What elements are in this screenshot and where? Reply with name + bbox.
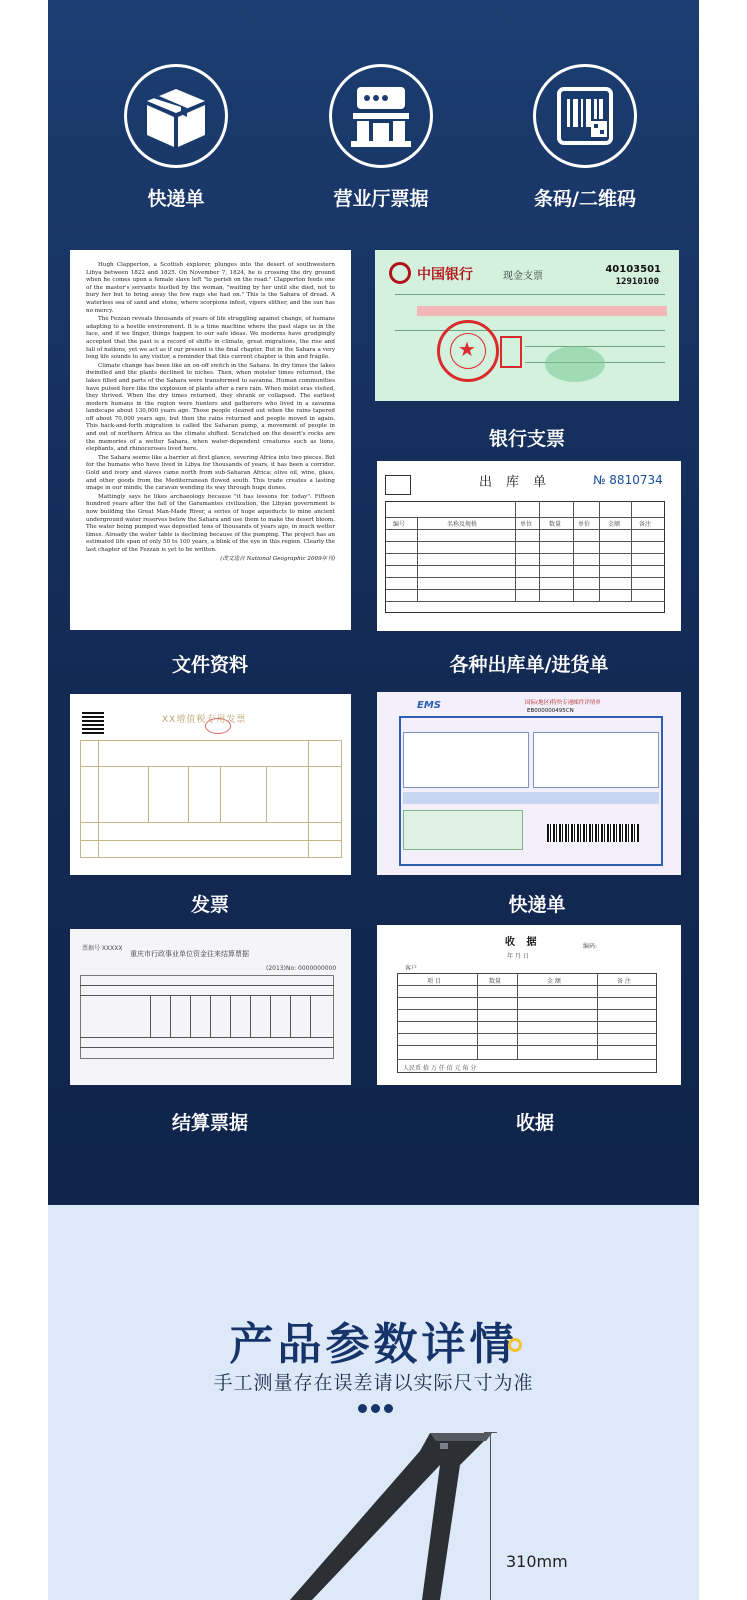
- invoice-thumbnail: [70, 694, 351, 875]
- settlement-number: (2013)No: 0000000000: [266, 965, 337, 972]
- essay-paragraph: Hugh Clapperton, a Scottish explorer, plunges into the desert of southwestern Libya between 1822 and 1825. On November 7, 1824, he is crossing the dry ground when he comes upon a female slave left "to perish on the road." Clapperton feeds one of the master's servants hustled by the woman, "waiting by her until she died, not to bury her but to bring away the few rags she had on." This is the Sahara of dread. A waterless sea of sand and stone, where scorpions infest, vipers slither, and the sun has no mercy.: [86, 262, 335, 314]
- receipt-col-note: 备 注: [617, 978, 631, 985]
- text-document-thumbnail: [70, 250, 351, 630]
- essay-source: (改文选自 National Geographic 2009年刊): [220, 555, 335, 562]
- counter-terminal-icon: [349, 83, 413, 149]
- receipt-col-item: 项 目: [427, 978, 441, 985]
- receipt-rmb-line: 人民币 拾 万 仟 佰 元 角 分: [403, 1065, 477, 1072]
- invoice-qr-code: [82, 712, 104, 734]
- doc-label-text: 文件资料: [171, 654, 248, 676]
- category-barcode-label: 条码/二维码: [534, 188, 636, 210]
- receipt-customer: 客户: [405, 965, 418, 972]
- package-icon-circle: [124, 64, 228, 168]
- warehouse-col-unit: 单位: [520, 521, 533, 528]
- watermark-seal: [545, 346, 605, 382]
- star-icon: ★: [458, 337, 476, 361]
- doc-label-receipt: 收据: [515, 1112, 554, 1134]
- settlement-code: 票据号 XXXXX: [82, 945, 123, 952]
- receipt-col-amount: 金 额: [547, 978, 561, 985]
- red-seal-stamp: [437, 320, 499, 382]
- doc-label-settlement: 结算票据: [171, 1112, 248, 1134]
- bank-logo-icon: [389, 262, 411, 284]
- ems-title: 国际(地区)特快专递邮件详情单: [525, 700, 601, 706]
- warehouse-form-thumbnail: [377, 461, 681, 631]
- receipt-thumbnail: [377, 925, 681, 1085]
- counter-icon-circle: [329, 64, 433, 168]
- settlement-form-thumbnail: [70, 929, 351, 1085]
- barcode-qr-icon: [555, 85, 615, 147]
- category-express-label: 快递单: [147, 188, 205, 210]
- cheque-amount-field: [417, 306, 667, 316]
- invoice-title: XX增值税专用发票: [162, 715, 247, 725]
- height-measurement: 310mm: [506, 1552, 568, 1571]
- doc-label-cheque: 银行支票: [488, 428, 565, 450]
- receipt-col-qty: 数量: [489, 978, 502, 985]
- essay-paragraph: Mattingly says he likes archaeology because "it has lessons for today". Fifteen hundred years after the fall of the Garamantes civilization, the Libyan government is now building the Great Man-Made River, a series of huge aqueducts to mine ancient underground water reserves below the Sahara and use them to make the desert bloom. The water being pumped was deposited tens of thousands of years ago, in much wetter times. Already the water table is declining because of the pumping. The project has an estimated life span of only 50 to 100 years, a blink of the eye in this region. Clearly the last chapter of the Fezzan is yet to be written.: [86, 493, 336, 553]
- name-seal-stamp: [500, 336, 522, 368]
- params-title: 产品参数详情: [229, 1319, 518, 1370]
- warehouse-title: 出库单: [479, 475, 561, 490]
- essay-text: [70, 250, 351, 575]
- warehouse-number: № 8810734: [593, 473, 663, 487]
- cheque-bank-name: 中国银行: [417, 267, 473, 283]
- ems-barcode: [547, 824, 639, 842]
- warehouse-col-name: 名称及规格: [447, 521, 478, 528]
- section-dots: [358, 1404, 393, 1413]
- essay-paragraph: The Sahara seems like a barrier at first glance, severing Africa into two pieces. But for the humans who have lived in Libya for thousands of years, it has been a corridor. Gold and ivory and slaves came north from sub-Saharan Africa; olive oil, wine, glass, and other goods from the Mediterranean flowed south. This trade creates a lasting image in our minds; the caravan wending its way through huge dunes.: [86, 454, 335, 492]
- title-accent-icon: [508, 1338, 522, 1352]
- warehouse-col-amount: 金额: [608, 521, 621, 528]
- ems-number: EB000000495CN: [527, 708, 574, 714]
- doc-label-ems: 快递单: [508, 894, 566, 916]
- bank-cheque-thumbnail: [375, 250, 679, 401]
- settlement-title: 重庆市行政事业单位资金往来结算票据: [130, 950, 249, 958]
- receipt-title: 收 据: [505, 937, 541, 948]
- receipt-code: 编码:: [583, 943, 598, 950]
- ems-logo: EMS: [417, 700, 441, 711]
- warehouse-col-price: 单价: [578, 521, 591, 528]
- invoice-seal: [205, 718, 231, 734]
- package-icon: [141, 83, 211, 149]
- receipt-date: 年 月 日: [507, 953, 529, 960]
- params-subtitle: 手工测量存在误差请以实际尺寸为准: [213, 1372, 534, 1394]
- doc-label-invoice: 发票: [190, 894, 229, 916]
- barcode-icon-circle: [533, 64, 637, 168]
- warehouse-col-qty: 数量: [549, 521, 562, 528]
- doc-label-warehouse: 各种出库单/进货单: [449, 654, 609, 676]
- cheque-type: 现金支票: [503, 271, 543, 282]
- essay-paragraph: The Fezzan reveals thousands of years of life struggling against change, of humans adapting to a hostile environment. It is a time machine where the past slaps us in the face, and if we linger, things happen to our safe ideas. We moderns have grudgingly accepted that the past is a record of shifts in climate, great migrations, the rise and fall of nations, yet we act as if our present is the final chapter. But in the Sahara a very long life sounds to any visitor, a reminder that this current chapter is thin and fragile.: [86, 316, 335, 361]
- dimension-line: [490, 1432, 491, 1600]
- warehouse-col-note: 备注: [639, 521, 652, 528]
- warehouse-col-code: 编号: [393, 521, 406, 528]
- category-counter-label: 营业厅票据: [333, 188, 429, 210]
- ems-form-thumbnail: [377, 692, 681, 875]
- cheque-number-2: 12910100: [615, 277, 659, 287]
- essay-paragraph: Climate change has been like an on-off switch in the Sahara. In dry times the lakes dwindled and the plants declined to niches. Then, when moister times returned, the lakes filled and parts of the Sahara were transformed to savanna. Human communities have pulsed here like the explosion of plants after a rare rain. When moist eras visited, they thrived. When the dry times returned, they shrank or collapsed. The earliest modern humans in the region were hunters and gatherers who lived in a savanna landscape about 130,000 years ago. Those people cleared out when the rains tapered off about 70,000 years ago, but then the rains returned and people moved in again. This back-and-forth migration is called the Saharan pump, a movement of people in and out of northern Africa as the climate shifted. Scratched on the desert's rocks are the memories of a wetter Sahara, when water-dependent creatures such as lions, elephants, and rhinoceroses lived here.: [86, 362, 335, 453]
- scanner-arm-image: [290, 1425, 510, 1600]
- cheque-number-1: 40103501: [605, 264, 661, 275]
